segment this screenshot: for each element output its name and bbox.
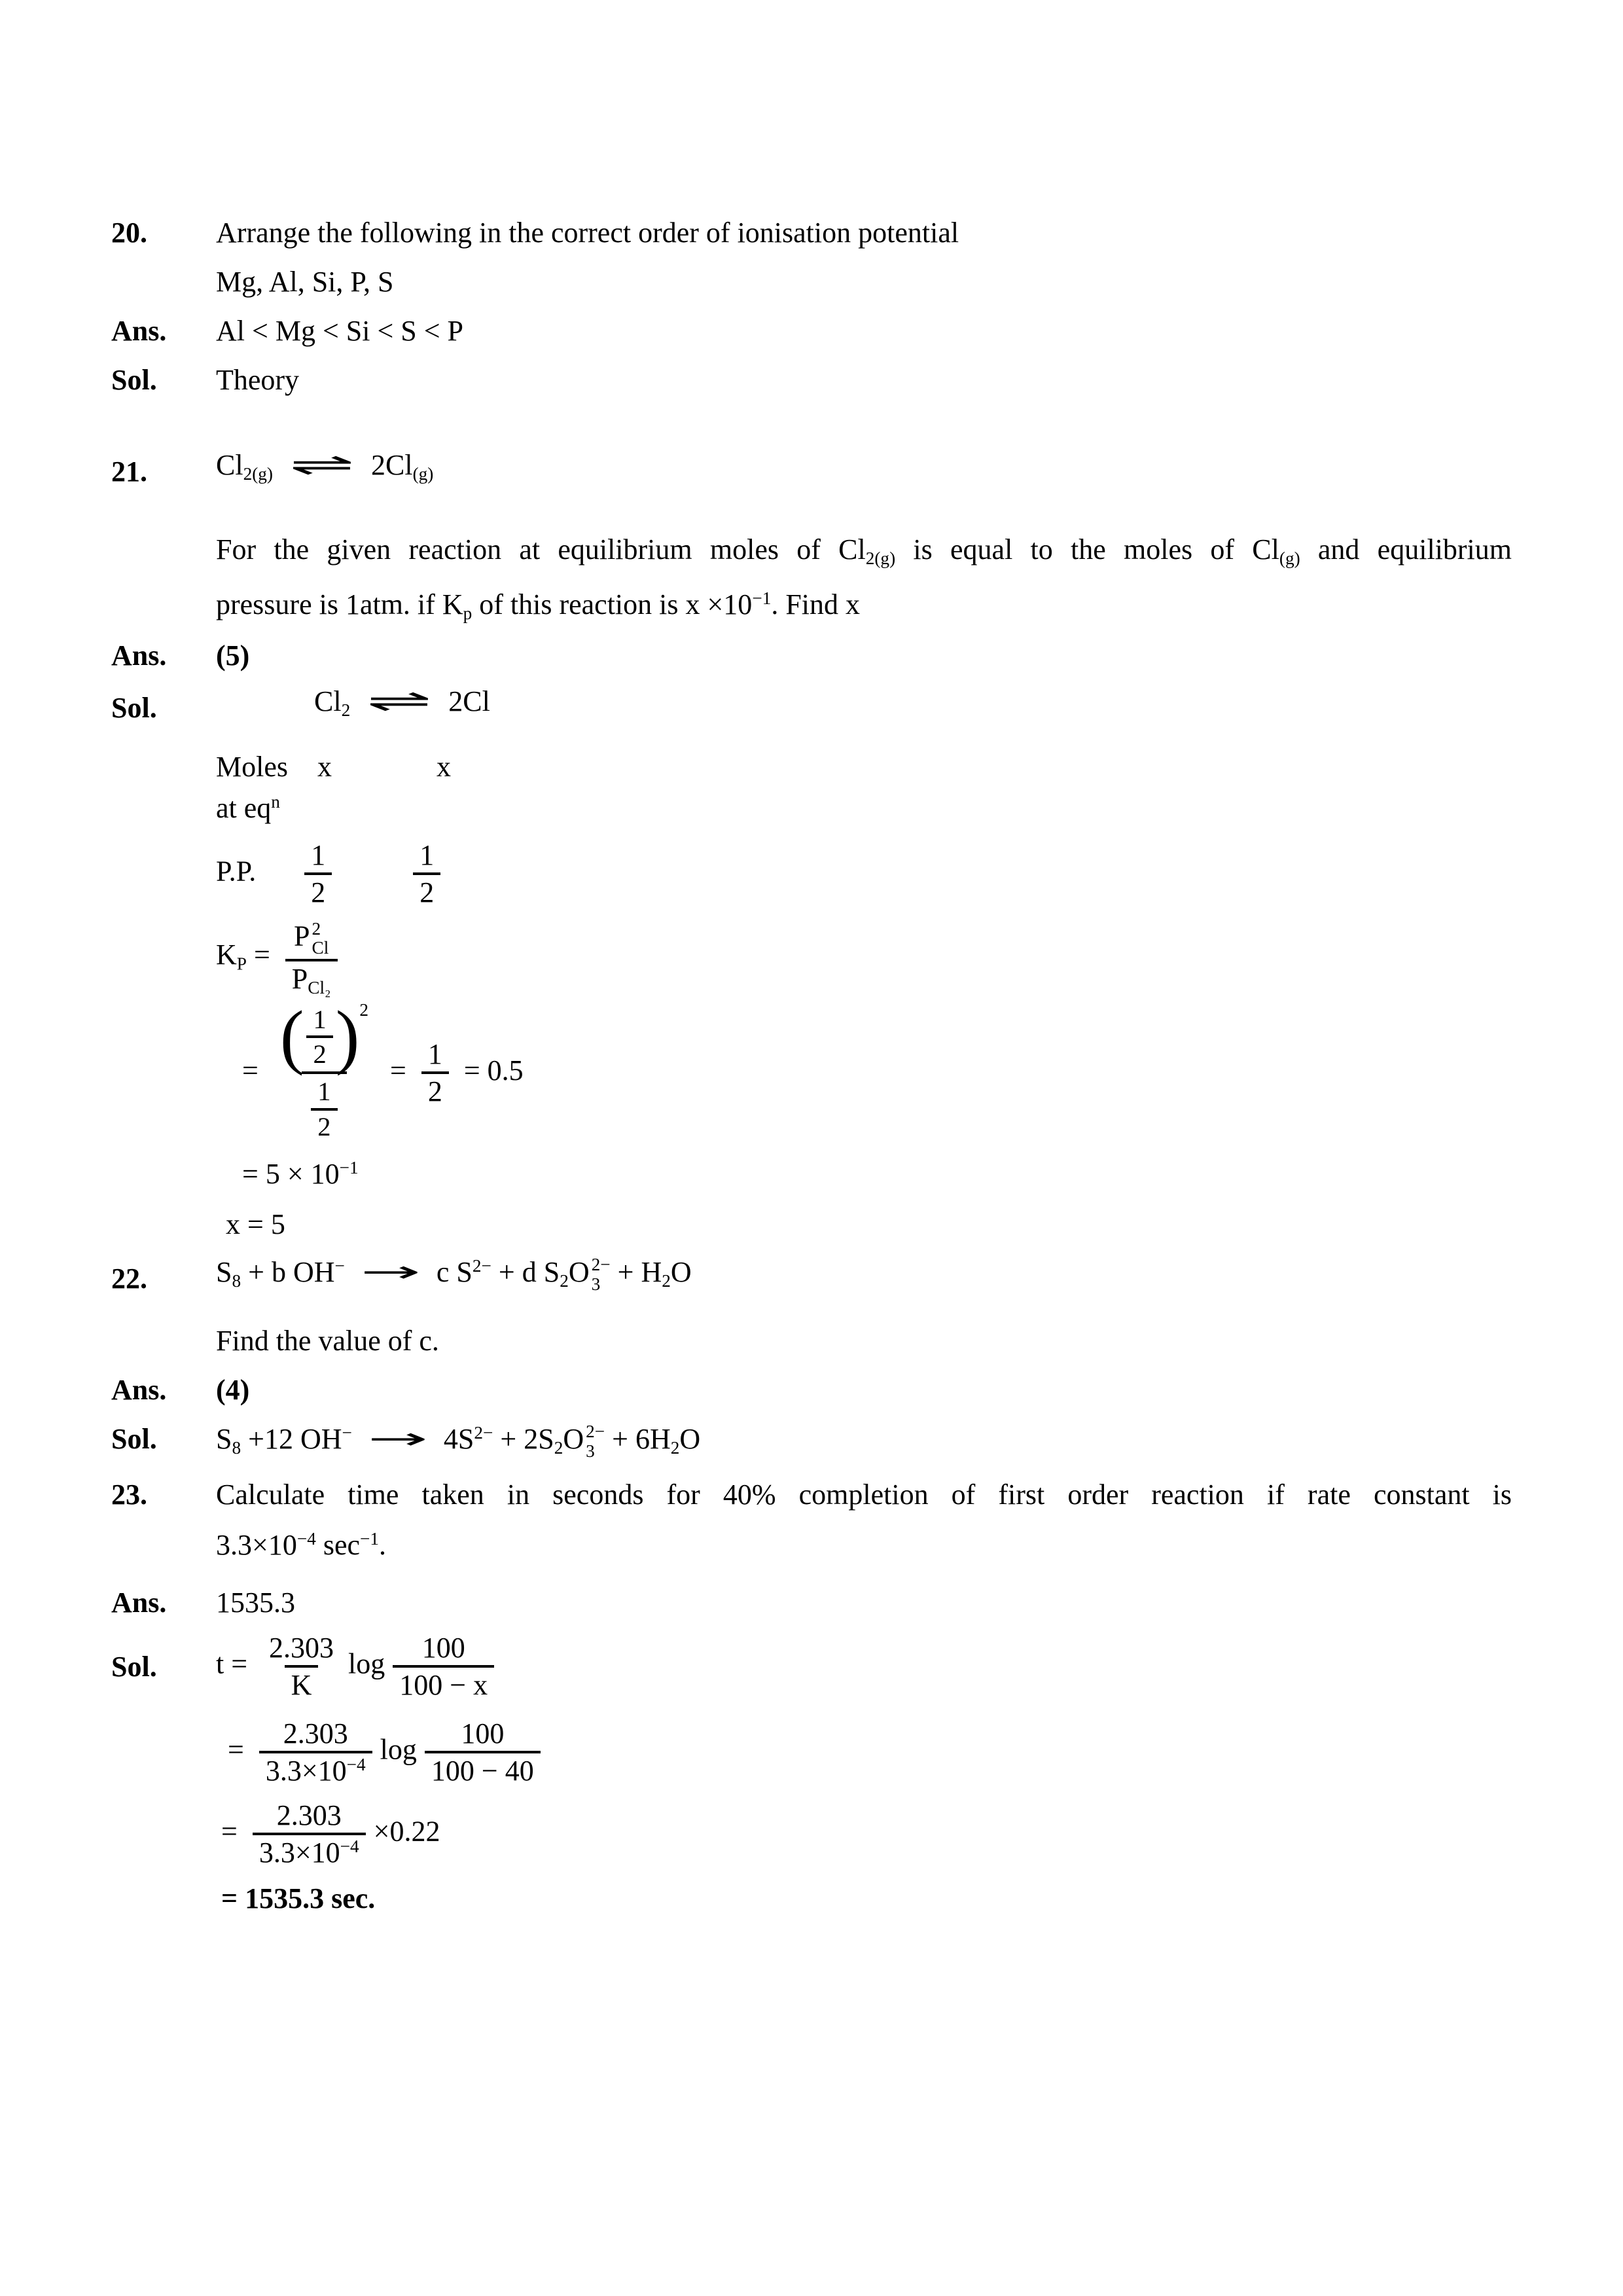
right-arrow-icon: →	[367, 1422, 428, 1456]
q23-question-text	[216, 1470, 1512, 1571]
formula-token: Cl	[216, 449, 243, 481]
q21-answer-text: (5)	[216, 639, 250, 672]
formula-token	[304, 838, 332, 910]
formula-token: 100 − 40	[431, 1754, 534, 1787]
formula-token: n	[271, 792, 280, 812]
answer-label: Ans.	[111, 315, 167, 347]
q20-question-line2: Mg, Al, Si, P, S	[216, 266, 394, 298]
formula-token: −1	[339, 1158, 359, 1178]
formula-token: 1	[419, 839, 435, 871]
formula-token: 2.303	[276, 1799, 342, 1832]
q21-solution-reaction-row	[111, 683, 1512, 732]
q21-question-row	[111, 447, 1512, 496]
formula-token	[262, 1630, 340, 1703]
formula-token: at eq	[216, 792, 272, 824]
q23-solution-result-row	[111, 1880, 1512, 1916]
q20-number: 20.	[111, 217, 147, 249]
formula-token	[216, 1758, 228, 1759]
solution-label: Sol.	[111, 364, 157, 396]
q22-solution-row	[111, 1414, 1512, 1463]
q21-reaction-equation	[216, 447, 1512, 483]
formula-token: 2.303	[269, 1632, 334, 1664]
formula-token	[216, 1233, 226, 1234]
q21-partial-pressure-row	[111, 838, 1512, 910]
formula-token: Moles	[216, 751, 288, 783]
q22-number: 22.	[111, 1263, 147, 1295]
formula-token: O	[679, 1423, 701, 1456]
formula-token: 2Cl	[371, 449, 413, 481]
formula-token: −4	[296, 1529, 316, 1549]
q21-step1-expression	[216, 996, 1512, 1144]
formula-token: P	[291, 963, 308, 996]
formula-token: 2(g)	[243, 464, 274, 484]
formula-token: x	[317, 751, 332, 783]
formula-token: 2	[560, 1271, 569, 1291]
formula-token: −1	[752, 588, 772, 608]
q22-question-row	[111, 1254, 1512, 1303]
formula-token	[425, 1716, 541, 1789]
formula-token	[306, 1003, 332, 1071]
formula-token: For the given reaction at equilibrium moles of Cl	[216, 533, 866, 565]
q22-question-text: Find the value of c.	[216, 1325, 439, 1357]
q20-question-text	[216, 208, 1512, 306]
formula-token: =	[382, 1054, 414, 1086]
formula-token: x = 5	[226, 1208, 285, 1241]
solution-label: Sol.	[111, 692, 157, 724]
q23-solution-result	[216, 1880, 1512, 1916]
right-arrow-icon: →	[360, 1255, 421, 1289]
formula-token	[311, 1075, 337, 1143]
formula-token: = 0.5	[456, 1054, 524, 1086]
formula-token: 2−	[472, 1256, 491, 1276]
formula-token: 1	[317, 1077, 331, 1107]
formula-token: 3.3×10	[216, 1529, 297, 1562]
formula-token: 2−	[474, 1423, 493, 1443]
formula-token: 2	[311, 876, 326, 909]
equilibrium-arrow-icon: ⇌	[289, 447, 355, 483]
q23-solution-step2-row	[111, 1716, 1512, 1789]
q21-kp-expression	[216, 918, 1512, 997]
formula-token: Cl	[314, 685, 342, 717]
formula-token: 4S	[443, 1423, 474, 1456]
q21-partial-pressure-line	[216, 838, 1512, 910]
q21-step2-row	[111, 1156, 1512, 1192]
q21-kp-expression-row	[111, 918, 1512, 997]
formula-token: =	[228, 1732, 251, 1765]
q23-answer-row	[111, 1578, 1512, 1627]
formula-token: K	[291, 1669, 312, 1702]
formula-token: 2 Cl	[312, 918, 329, 958]
formula-token	[259, 1716, 372, 1789]
formula-token: pressure is 1atm. if K	[216, 588, 463, 620]
formula-token: log	[380, 1732, 417, 1765]
solution-label: Sol.	[111, 1650, 157, 1683]
formula-token: + d S	[491, 1256, 560, 1289]
formula-token: 2	[313, 1039, 327, 1069]
formula-token: 2− 3	[586, 1422, 605, 1461]
formula-token: 100	[421, 1632, 465, 1664]
formula-token: 8	[232, 1438, 241, 1458]
formula-token: 2	[554, 1438, 563, 1458]
q21-paragraph-line1-row	[111, 524, 1512, 576]
formula-token: P	[294, 920, 310, 952]
formula-token: (g)	[412, 464, 434, 484]
q23-question-row	[111, 1470, 1512, 1571]
formula-token: + 6H	[605, 1423, 671, 1456]
q21-paragraph-line2-row	[111, 579, 1512, 631]
formula-token: log	[348, 1647, 385, 1680]
formula-token	[421, 1037, 449, 1109]
formula-token: O	[563, 1423, 584, 1456]
answer-label: Ans.	[111, 1374, 167, 1407]
formula-token: 2− 3	[591, 1255, 611, 1294]
formula-token: O	[670, 1256, 692, 1289]
q22-question-text-row	[111, 1316, 1512, 1365]
formula-token: −4	[340, 1837, 359, 1857]
q21-moles-line	[216, 749, 1512, 785]
formula-token: S	[216, 1256, 232, 1289]
formula-token: 2	[419, 876, 435, 909]
q21-answer-row	[111, 631, 1512, 680]
q21-step3-expression	[216, 1206, 1512, 1242]
formula-token: 1	[427, 1038, 442, 1071]
q22-solution-equation	[216, 1414, 1512, 1463]
q23-question-line1: Calculate time taken in seconds for 40% completion of first order reaction if rate constant is	[216, 1479, 1512, 1511]
formula-token: (g)	[1279, 548, 1300, 569]
formula-token: −	[334, 1256, 345, 1276]
q20-answer-text: Al < Mg < Si < S < P	[216, 315, 464, 347]
formula-token: ( $\frac{1}{2}$ ) 2	[279, 996, 368, 1077]
formula-token: + b OH	[241, 1256, 335, 1289]
q23-solution-step2	[216, 1716, 1512, 1789]
q21-paragraph-line1	[216, 524, 1512, 576]
q23-solution-step3-row	[111, 1798, 1512, 1871]
q21-moles-row	[111, 749, 1512, 785]
formula-token: Cl₂	[308, 978, 331, 998]
formula-token: 2Cl	[448, 685, 490, 717]
formula-token: 8	[232, 1271, 241, 1291]
q20-answer-row	[111, 306, 1512, 355]
equilibrium-arrow-icon: ⇌	[366, 683, 432, 719]
formula-token: is equal to the moles of Cl	[895, 533, 1279, 565]
q21-number: 21.	[111, 456, 147, 488]
formula-token: =	[221, 1815, 245, 1848]
formula-token: =	[246, 938, 277, 971]
q23-number: 23.	[111, 1479, 147, 1511]
formula-token: and equilibrium	[1300, 533, 1512, 565]
formula-token: of this reaction is x ×10	[472, 588, 753, 620]
formula-token: S	[216, 1423, 232, 1456]
formula-token: −	[342, 1423, 352, 1443]
q22-answer-row	[111, 1365, 1512, 1414]
formula-token: 1	[311, 839, 326, 871]
formula-token	[274, 996, 375, 1144]
q20-solution-text: Theory	[216, 364, 300, 396]
formula-token: K	[216, 938, 237, 971]
q21-step1-row	[111, 996, 1512, 1144]
formula-token	[216, 1907, 221, 1908]
q21-paragraph-line2	[216, 579, 1512, 631]
formula-token: .	[379, 1529, 387, 1562]
formula-token	[253, 1798, 366, 1871]
formula-token: 2	[317, 1111, 331, 1141]
q23-answer-text: 1535.3	[216, 1587, 295, 1619]
q23-solution-step1-row	[111, 1630, 1512, 1703]
solution-label: Sol.	[111, 1423, 157, 1456]
q20-question-line1: Arrange the following in the correct order of ionisation potential	[216, 217, 959, 249]
q22-answer-text: (4)	[216, 1374, 250, 1407]
q21-step3-row	[111, 1206, 1512, 1242]
formula-token	[413, 838, 440, 910]
q23-question-line2	[216, 1519, 1512, 1571]
formula-token	[393, 1630, 494, 1703]
formula-token: 2	[670, 1438, 680, 1458]
formula-token: = 5 × 10	[242, 1158, 340, 1191]
q20-question-row	[111, 208, 1512, 306]
q20-solution-row	[111, 355, 1512, 404]
formula-token: 3.3×10	[259, 1837, 340, 1869]
formula-token: 3.3×10	[265, 1754, 347, 1787]
q21-step2-expression	[216, 1156, 1512, 1192]
formula-token: . Find x	[771, 588, 861, 620]
formula-token: −4	[346, 1754, 366, 1774]
formula-token: = 1535.3 sec.	[221, 1882, 376, 1914]
formula-token: 2	[662, 1271, 671, 1291]
formula-token: + H	[610, 1256, 662, 1289]
formula-token: =	[242, 1054, 266, 1086]
formula-token: −1	[360, 1529, 380, 1549]
formula-token: + 2S	[493, 1423, 554, 1456]
q21-at-eq-row	[111, 790, 1512, 826]
formula-token: 100 − x	[399, 1669, 488, 1702]
formula-token: x	[437, 751, 451, 783]
q23-solution-step3	[216, 1798, 1512, 1871]
formula-token: 2(g)	[865, 548, 896, 569]
formula-token: +12 OH	[241, 1423, 342, 1456]
formula-token: 2	[341, 700, 351, 721]
q22-reaction-equation	[216, 1254, 1512, 1294]
answer-label: Ans.	[111, 639, 167, 672]
formula-token: ×0.22	[373, 1815, 440, 1848]
q23-solution-step1	[216, 1630, 1512, 1703]
formula-token: P	[236, 953, 247, 973]
q21-at-eq-line	[216, 790, 1512, 826]
formula-token: O	[568, 1256, 590, 1289]
formula-token: p	[463, 603, 473, 624]
answer-label: Ans.	[111, 1587, 167, 1619]
formula-token: t =	[216, 1647, 255, 1680]
formula-token: 2	[427, 1075, 442, 1108]
formula-token: P.P.	[216, 855, 257, 888]
formula-token: 1	[313, 1004, 327, 1034]
formula-token: 100	[461, 1717, 505, 1749]
formula-token	[285, 918, 338, 997]
formula-token: sec	[315, 1529, 361, 1562]
formula-token: 2.303	[283, 1717, 348, 1749]
formula-token: c S	[436, 1256, 473, 1289]
q21-solution-reaction	[216, 683, 1512, 719]
